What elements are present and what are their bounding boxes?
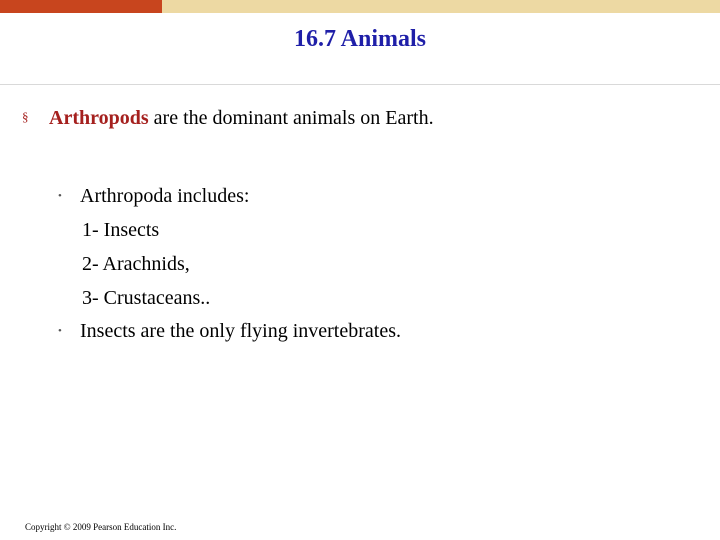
top-accent-bar-left bbox=[0, 0, 162, 13]
sub-bullet-text: Arthropoda includes: bbox=[80, 185, 250, 207]
main-bullet-term: Arthropods bbox=[49, 107, 149, 129]
numbered-item: 3- Crustaceans.. bbox=[82, 287, 211, 309]
slide-title-text: 16.7 Animals bbox=[293, 26, 427, 52]
numbered-item: 1- Insects bbox=[82, 219, 160, 241]
dot-bullet-icon: • bbox=[58, 190, 62, 202]
main-bullet bbox=[22, 102, 434, 133]
numbered-item: 2- Arachnids, bbox=[82, 253, 190, 275]
sub-bullet bbox=[58, 180, 401, 213]
main-bullet-text: are the dominant animals on Earth. bbox=[148, 107, 434, 129]
top-accent-bar-right bbox=[162, 0, 720, 13]
title-divider bbox=[0, 84, 720, 85]
sub-bullet-text: Insects are the only flying invertebrates. bbox=[80, 320, 401, 342]
sub-bullet-list bbox=[58, 180, 401, 348]
square-bullet-icon: § bbox=[22, 109, 29, 124]
copyright-footer: Copyright © 2009 Pearson Education Inc. bbox=[25, 522, 177, 532]
dot-bullet-icon: • bbox=[58, 325, 62, 337]
slide-title bbox=[0, 23, 720, 55]
sub-bullet bbox=[58, 315, 401, 348]
